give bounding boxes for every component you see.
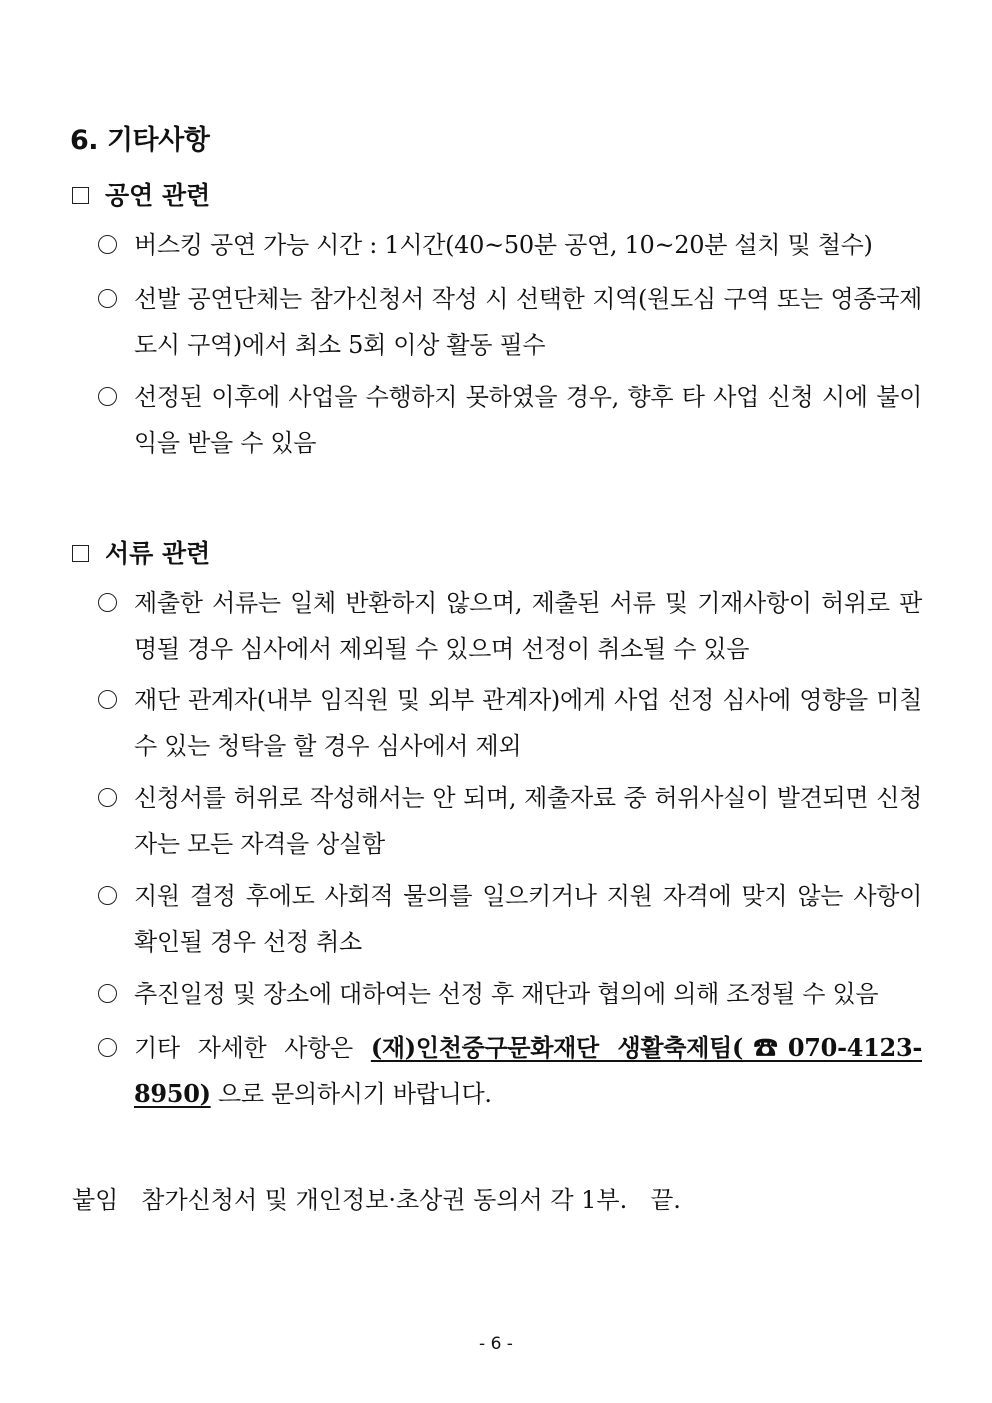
checkbox-square-icon [72, 187, 89, 204]
circle-bullet-icon [96, 677, 134, 769]
performance-subheading [72, 176, 210, 212]
circle-bullet-icon [96, 873, 134, 965]
circle-bullet-icon [96, 775, 134, 867]
list-item: 추진일정 및 장소에 대하여는 선정 후 재단과 협의에 의해 조정될 수 있음 [96, 971, 922, 1017]
section-title: 6. 기타사항 [70, 125, 210, 156]
page-number: - 6 - [479, 1334, 513, 1354]
list-item: 선발 공연단체는 참가신청서 작성 시 선택한 지역(원도심 구역 또는 영종국제도시 구역)에서 최소 5회 이상 활동 필수 [96, 276, 922, 368]
documents-subheading [72, 534, 210, 570]
circle-bullet-icon [96, 1025, 134, 1117]
circle-bullet-icon [96, 971, 134, 1017]
documents-subheading-label: 서류 관련 [105, 539, 211, 568]
circle-bullet-icon [96, 374, 134, 466]
circle-bullet-icon [96, 580, 134, 672]
list-item: 신청서를 허위로 작성해서는 안 되며, 제출자료 중 허위사실이 발견되면 신청자는 모든 자격을 상실함 [96, 775, 922, 867]
checkbox-square-icon [72, 545, 89, 562]
attachment-note: 붙임 참가신청서 및 개인정보·초상권 동의서 각 1부. 끝. [72, 1186, 681, 1214]
list-item: 제출한 서류는 일체 반환하지 않으며, 제출된 서류 및 기재사항이 허위로 판명될 경우 심사에서 제외될 수 있으며 선정이 취소될 수 있음 [96, 580, 922, 672]
performance-subheading-label: 공연 관련 [105, 181, 211, 210]
list-item-contact: 기타 자세한 사항은 (재)인천중구문화재단 생활축제팀(☎070-4123-8950) 으로 문의하시기 바랍니다. [96, 1025, 922, 1117]
list-item: 버스킹 공연 가능 시간 : 1시간(40~50분 공연, 10~20분 설치 및 철수) [96, 222, 922, 268]
list-item: 지원 결정 후에도 사회적 물의를 일으키거나 지원 자격에 맞지 않는 사항이 확인될 경우 선정 취소 [96, 873, 922, 965]
circle-bullet-icon [96, 276, 134, 368]
circle-bullet-icon [96, 222, 134, 268]
list-item: 선정된 이후에 사업을 수행하지 못하였을 경우, 향후 타 사업 신청 시에 불이익을 받을 수 있음 [96, 374, 922, 466]
contact-info: (재)인천중구문화재단 생활축제팀(☎070-4123-8950) [134, 1033, 922, 1108]
list-item: 재단 관계자(내부 임직원 및 외부 관계자)에게 사업 선정 심사에 영향을 미칠 수 있는 청탁을 할 경우 심사에서 제외 [96, 677, 922, 769]
